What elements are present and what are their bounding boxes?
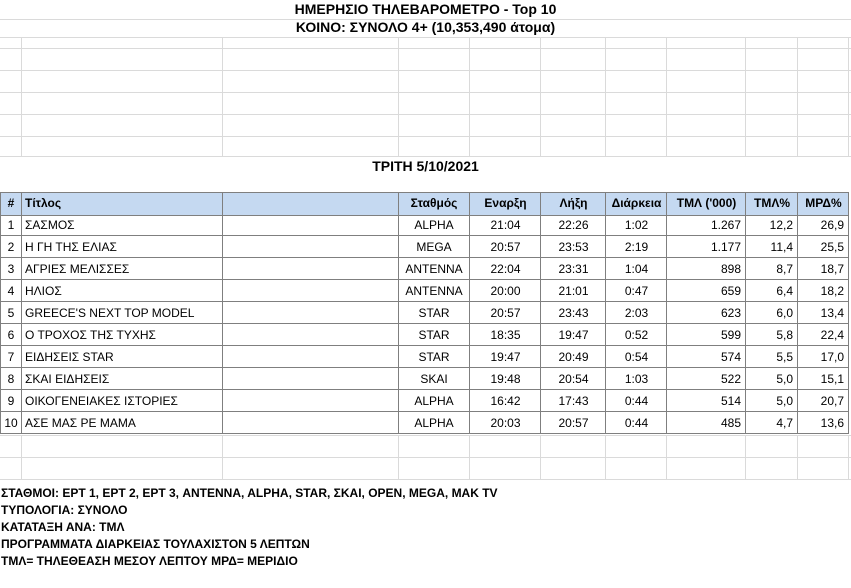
col-header-channel: Σταθμός — [410, 196, 458, 210]
column-divider — [605, 192, 606, 434]
cell-channel: STAR — [418, 328, 450, 342]
col-header-end: Λήξη — [559, 196, 588, 210]
report-date: ΤΡΙΤΗ 5/10/2021 — [372, 158, 479, 174]
cell-channel: ALPHA — [414, 416, 454, 430]
cell-end: 20:54 — [558, 372, 589, 386]
cell-tml-pct: 4,7 — [776, 416, 793, 430]
cell-tml-pct: 6,4 — [776, 284, 793, 298]
col-header-title: Τίτλος — [25, 196, 62, 210]
cell-share-pct: 18,7 — [820, 262, 844, 276]
col-header-start: Εναρξη — [484, 196, 527, 210]
cell-title: ΟΙΚΟΓΕΝΕΙΑΚΕΣ ΙΣΤΟΡΙΕΣ — [25, 394, 178, 408]
cell-end: 21:01 — [558, 284, 589, 298]
cell-tml: 1.267 — [710, 218, 741, 232]
cell-rank: 1 — [7, 218, 15, 232]
cell-share-pct: 13,4 — [820, 306, 844, 320]
cell-title: ΗΛΙΟΣ — [25, 284, 62, 298]
cell-tml-pct: 8,7 — [776, 262, 793, 276]
cell-title: ΣΑΣΜΟΣ — [25, 218, 75, 232]
cell-rank: 5 — [7, 306, 15, 320]
cell-end: 22:26 — [558, 218, 589, 232]
cell-end: 23:31 — [558, 262, 589, 276]
cell-channel: STAR — [418, 350, 450, 364]
cell-duration: 2:03 — [624, 306, 649, 320]
cell-end: 23:53 — [558, 240, 589, 254]
col-header-share-pct: ΜΡΔ% — [805, 196, 842, 210]
cell-title: ΑΣΕ ΜΑΣ ΡΕ ΜΑΜΑ — [25, 416, 136, 430]
cell-tml-pct: 5,0 — [776, 394, 793, 408]
row-divider — [0, 433, 849, 434]
cell-tml: 898 — [720, 262, 741, 276]
cell-tml: 574 — [720, 350, 741, 364]
column-divider — [0, 192, 1, 434]
col-header-rank: # — [7, 196, 15, 210]
cell-duration: 0:54 — [624, 350, 649, 364]
cell-rank: 10 — [4, 416, 18, 430]
col-header-duration: Διάρκεια — [611, 196, 662, 210]
column-divider — [745, 192, 746, 434]
cell-share-pct: 22,4 — [820, 328, 844, 342]
cell-end: 20:49 — [558, 350, 589, 364]
footer-typology: ΤΥΠΟΛΟΓΙΑ: ΣΥΝΟΛΟ — [1, 503, 128, 517]
cell-duration: 2:19 — [624, 240, 649, 254]
cell-end: 19:47 — [558, 328, 589, 342]
cell-channel: MEGA — [416, 240, 452, 254]
cell-duration: 0:47 — [624, 284, 649, 298]
cell-tml-pct: 5,0 — [776, 372, 793, 386]
cell-title: ΣΚΑΙ ΕΙΔΗΣΕΙΣ — [25, 372, 110, 386]
cell-tml: 659 — [720, 284, 741, 298]
cell-share-pct: 25,5 — [820, 240, 844, 254]
audience-subtitle: ΚΟΙΝΟ: ΣΥΝΟΛΟ 4+ (10,353,490 άτομα) — [295, 19, 556, 35]
cell-tml: 485 — [720, 416, 741, 430]
column-divider — [666, 192, 667, 434]
cell-rank: 8 — [7, 372, 15, 386]
column-divider — [398, 192, 399, 434]
col-header-tml: ΤΜΛ ('000) — [676, 196, 737, 210]
cell-channel: STAR — [418, 306, 450, 320]
column-divider — [21, 192, 22, 434]
table-header-row — [0, 192, 849, 216]
cell-rank: 7 — [7, 350, 15, 364]
cell-start: 20:03 — [490, 416, 521, 430]
cell-start: 20:00 — [490, 284, 521, 298]
cell-tml-pct: 5,5 — [776, 350, 793, 364]
cell-tml-pct: 12,2 — [769, 218, 793, 232]
cell-start: 19:48 — [490, 372, 521, 386]
cell-share-pct: 18,2 — [820, 284, 844, 298]
col-header-tml-pct: ΤΜΛ% — [754, 196, 790, 210]
column-divider — [797, 192, 798, 434]
cell-rank: 6 — [7, 328, 15, 342]
cell-share-pct: 13,6 — [820, 416, 844, 430]
cell-start: 21:04 — [490, 218, 521, 232]
cell-tml: 623 — [720, 306, 741, 320]
cell-title: ΑΓΡΙΕΣ ΜΕΛΙΣΣΕΣ — [25, 262, 130, 276]
cell-title: Ο ΤΡΟΧΟΣ ΤΗΣ ΤΥΧΗΣ — [25, 328, 156, 342]
cell-channel: ANTENNA — [405, 284, 463, 298]
cell-duration: 0:52 — [624, 328, 649, 342]
cell-duration: 1:02 — [624, 218, 649, 232]
cell-start: 16:42 — [490, 394, 521, 408]
cell-title: GREECE'S NEXT TOP MODEL — [25, 306, 195, 320]
column-divider — [540, 192, 541, 434]
cell-rank: 2 — [7, 240, 15, 254]
cell-tml: 522 — [720, 372, 741, 386]
footer-legend: ΤΜΛ= ΤΗΛΕΘΕΑΣΗ ΜΕΣΟΥ ΛΕΠΤΟΥ ΜΡΔ= ΜΕΡΙΔΙΟ — [1, 554, 298, 568]
cell-share-pct: 17,0 — [820, 350, 844, 364]
cell-title: Η ΓΗ ΤΗΣ ΕΛΙΑΣ — [25, 240, 117, 254]
footer-stations: ΣΤΑΘΜΟΙ: ΕΡΤ 1, ΕΡΤ 2, ΕΡΤ 3, ANTENNA, ALPHA, STAR, ΣΚΑΙ, OPEN, MEGA, MAK TV — [1, 486, 498, 500]
cell-duration: 0:44 — [624, 416, 649, 430]
cell-tml: 514 — [720, 394, 741, 408]
cell-share-pct: 26,9 — [820, 218, 844, 232]
cell-start: 19:47 — [490, 350, 521, 364]
cell-channel: ALPHA — [414, 218, 454, 232]
cell-share-pct: 15,1 — [820, 372, 844, 386]
cell-start: 20:57 — [490, 306, 521, 320]
cell-start: 20:57 — [490, 240, 521, 254]
footer-min-duration: ΠΡΟΓΡΑΜΜΑΤΑ ΔΙΑΡΚΕΙΑΣ ΤΟΥΛΑΧΙΣΤΟΝ 5 ΛΕΠΤΩΝ — [1, 537, 310, 551]
cell-rank: 3 — [7, 262, 15, 276]
cell-duration: 1:03 — [624, 372, 649, 386]
cell-duration: 0:44 — [624, 394, 649, 408]
cell-end: 23:43 — [558, 306, 589, 320]
cell-rank: 9 — [7, 394, 15, 408]
cell-tml-pct: 6,0 — [776, 306, 793, 320]
cell-start: 22:04 — [490, 262, 521, 276]
cell-channel: SKAI — [420, 372, 448, 386]
cell-end: 20:57 — [558, 416, 589, 430]
cell-end: 17:43 — [558, 394, 589, 408]
cell-start: 18:35 — [490, 328, 521, 342]
cell-channel: ALPHA — [414, 394, 454, 408]
footer-ranking: ΚΑΤΑΤΑΞΗ ΑΝΑ: ΤΜΛ — [1, 520, 125, 534]
cell-title: ΕΙΔΗΣΕΙΣ STAR — [25, 350, 114, 364]
cell-tml-pct: 5,8 — [776, 328, 793, 342]
cell-rank: 4 — [7, 284, 15, 298]
cell-share-pct: 20,7 — [820, 394, 844, 408]
cell-channel: ANTENNA — [405, 262, 463, 276]
cell-tml-pct: 11,4 — [770, 240, 793, 254]
column-divider — [469, 192, 470, 434]
cell-duration: 1:04 — [624, 262, 649, 276]
cell-tml: 599 — [720, 328, 741, 342]
report-title: ΗΜΕΡΗΣΙΟ ΤΗΛΕΒΑΡΟΜΕΤΡΟ - Top 10 — [294, 1, 557, 17]
column-divider — [222, 192, 223, 434]
cell-tml: 1.177 — [710, 240, 741, 254]
column-divider — [848, 192, 849, 434]
